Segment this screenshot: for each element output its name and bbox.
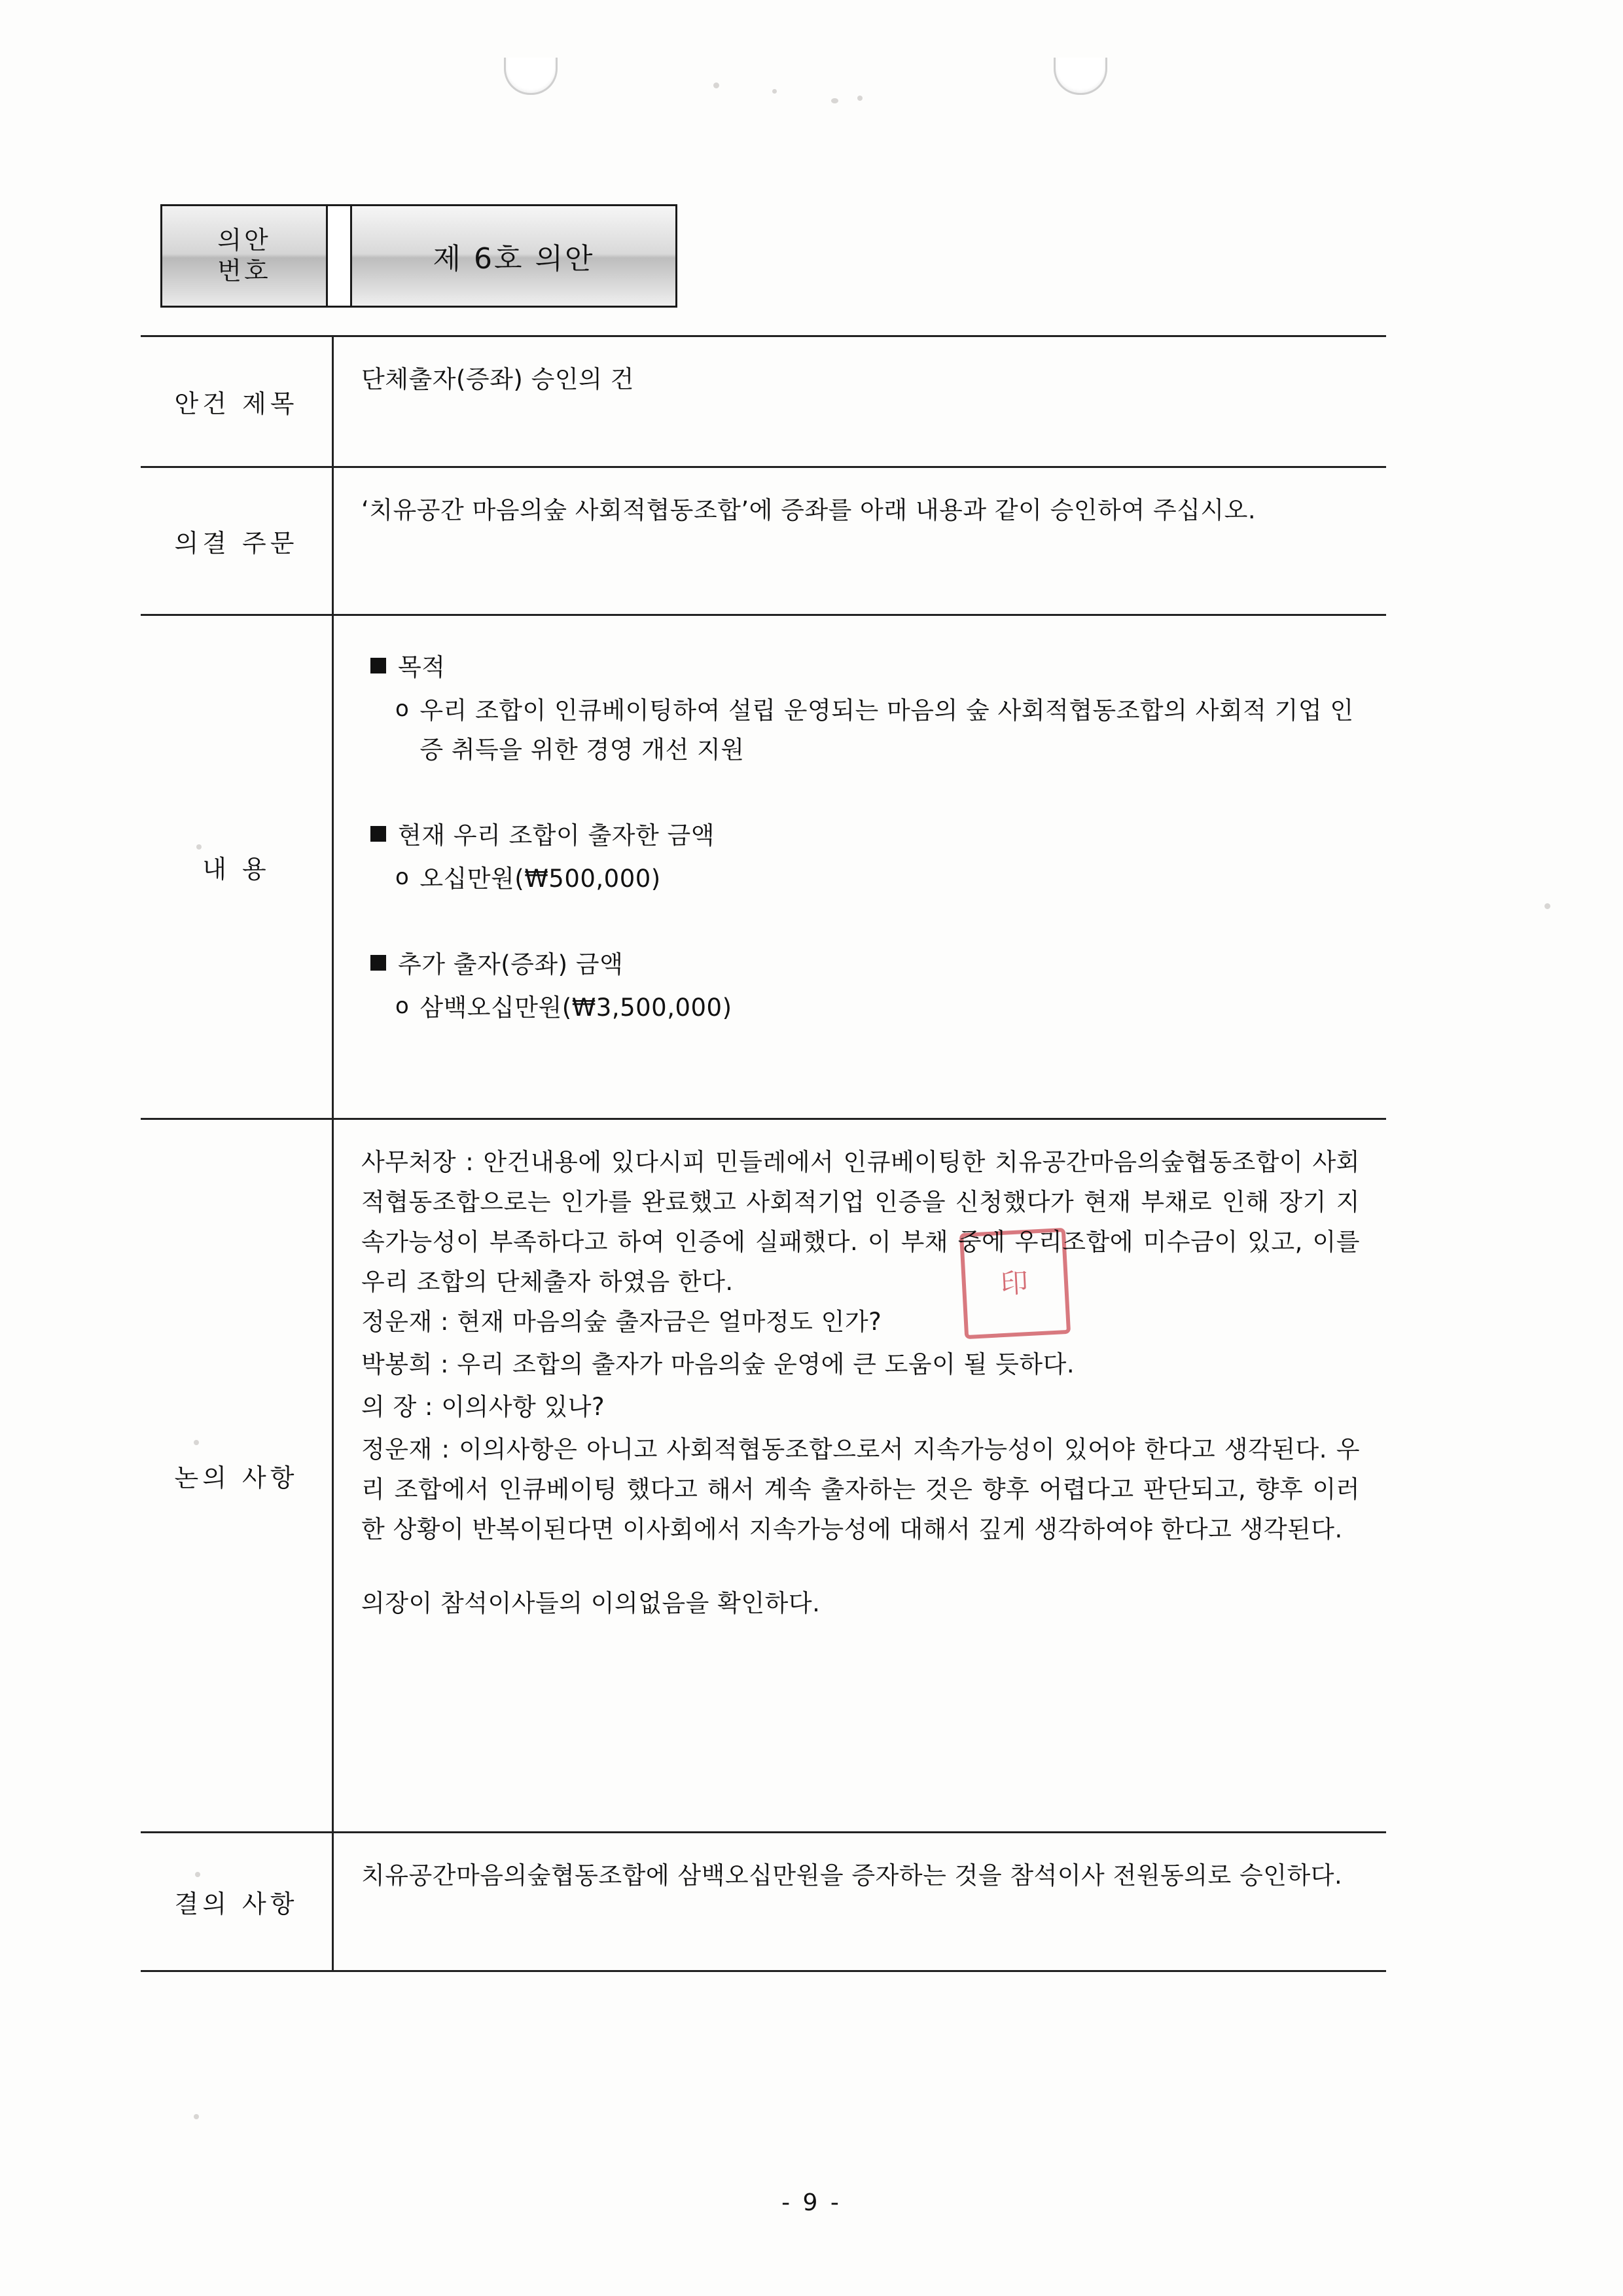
discussion-paragraph: 정운재 : 현재 마음의숲 출자금은 얼마정도 인가? xyxy=(361,1308,882,1336)
bill-number-header xyxy=(160,204,677,308)
content-heading xyxy=(361,944,1360,984)
row-label-resolution: 의결 주문 xyxy=(141,468,334,614)
spacer xyxy=(361,1549,1360,1583)
official-seal-stamp: 印 xyxy=(959,1228,1071,1339)
content-heading-text: 목적 xyxy=(398,653,446,681)
circle-bullet-icon: o xyxy=(395,863,410,890)
square-bullet-icon xyxy=(370,955,386,971)
row-label-title: 안건 제목 xyxy=(141,337,334,466)
content-item-text: 오십만원(₩500,000) xyxy=(419,864,661,893)
table-row-resolution xyxy=(141,468,1386,616)
bill-number-label-line2: 번호 xyxy=(217,257,271,285)
content-item xyxy=(361,691,1360,770)
table-row-content xyxy=(141,616,1386,1120)
discussion-paragraph: 박봉희 : 우리 조합의 출자가 마음의숲 운영에 큰 도움이 될 듯하다. xyxy=(361,1350,1075,1379)
row-value-resolution: ‘치유공간 마음의숲 사회적협동조합’에 증좌를 아래 내용과 같이 승인하여 주십시오. xyxy=(361,496,1257,524)
content-heading xyxy=(361,647,1360,687)
row-label-decision: 결의 사항 xyxy=(141,1833,334,1970)
square-bullet-icon xyxy=(370,826,386,842)
row-label-discussion: 논의 사항 xyxy=(141,1120,334,1831)
circle-bullet-icon: o xyxy=(395,992,410,1019)
square-bullet-icon xyxy=(370,658,386,673)
row-value-title: 단체출자(증좌) 승인의 건 xyxy=(361,365,634,393)
header-divider xyxy=(328,206,352,306)
table-row-title xyxy=(141,337,1386,468)
agenda-table xyxy=(141,335,1386,1972)
content-section xyxy=(361,647,1360,770)
bill-number-title: 제 6호 의안 xyxy=(433,242,595,276)
row-value-content xyxy=(334,616,1386,1118)
discussion-paragraph: 정운재 : 이의사항은 아니고 사회적협동조합으로서 지속가능성이 있어야 한다고 생각된다. 우리 조합에서 인큐베이팅 했다고 해서 계속 출자하는 것은 향후 어렵다고 판단되고, 향후 이러한 상황이 반복이된다면 이사회에서 지속가능성에 대해서 깊게 생각하여야 한다고 생각된다. xyxy=(361,1435,1360,1544)
page-number: - 9 - xyxy=(781,2189,842,2216)
discussion-closing: 의장이 참석이사들의 이의없음을 확인하다. xyxy=(361,1589,821,1618)
content-heading xyxy=(361,816,1360,855)
content-section xyxy=(361,944,1360,1028)
content-section xyxy=(361,816,1360,899)
discussion-paragraph: 의 장 : 이의사항 있나? xyxy=(361,1393,605,1422)
bill-number-label xyxy=(162,206,328,306)
spacer xyxy=(361,776,1360,806)
content-item-text: 삼백오십만원(₩3,500,000) xyxy=(419,993,732,1022)
content-item xyxy=(361,859,1360,899)
bill-number-label-line1: 의안 xyxy=(217,225,271,255)
content-heading-text: 현재 우리 조합이 출자한 금액 xyxy=(398,821,715,850)
spacer xyxy=(361,905,1360,935)
discussion-paragraph: 사무처장 : 안건내용에 있다시피 민들레에서 인큐베이팅한 치유공간마음의숲협동조합이 사회적협동조합으로는 인가를 완료했고 사회적기업 인증을 신청했다가 현재 부채로 인해 장기 지속가능성이 부족하다고 하여 인증에 실패했다. 이 부채 중에 우리조합에 미수금이 있고, 이를 우리 조합의 단체출자 하였음 한다. xyxy=(361,1148,1360,1297)
content-item xyxy=(361,988,1360,1028)
table-row-decision xyxy=(141,1833,1386,1972)
row-label-content: 내 용 xyxy=(141,616,334,1118)
content-heading-text: 추가 출자(증좌) 금액 xyxy=(398,950,624,978)
table-row-discussion xyxy=(141,1120,1386,1833)
row-value-decision: 치유공간마음의숲협동조합에 삼백오십만원을 증자하는 것을 참석이사 전원동의로 승인하다. xyxy=(361,1861,1343,1890)
circle-bullet-icon: o xyxy=(395,696,410,723)
row-value-discussion xyxy=(334,1120,1386,1831)
content-item-text: 우리 조합이 인큐베이팅하여 설립 운영되는 마음의 숲 사회적협동조합의 사회적 기업 인증 취득을 위한 경영 개선 지원 xyxy=(419,696,1354,764)
